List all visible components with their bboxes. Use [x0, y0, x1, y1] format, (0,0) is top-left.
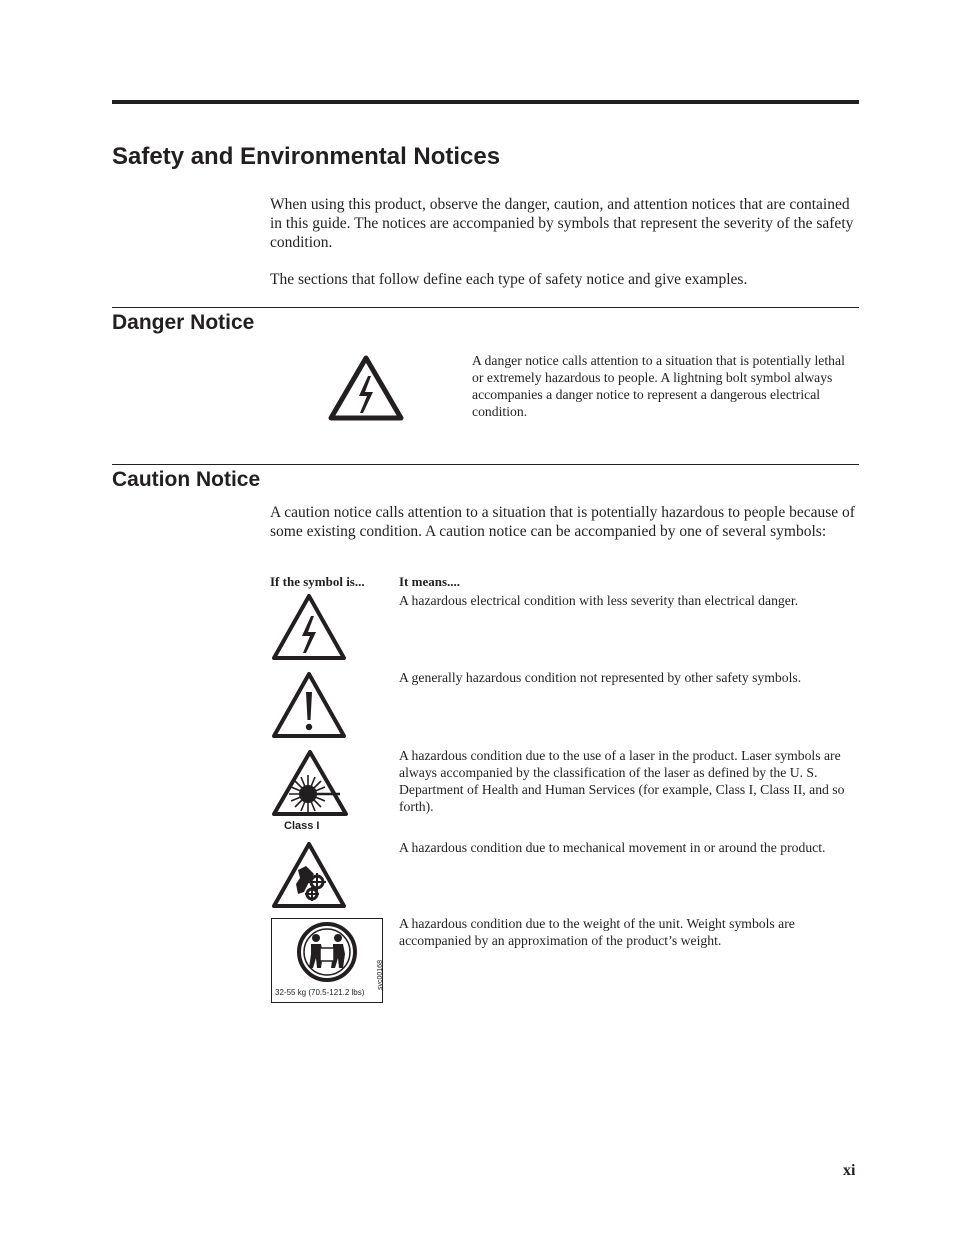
heavy-lift-icon — [296, 921, 358, 983]
column-header-meaning: It means.... — [399, 574, 461, 589]
laser-warning-icon — [270, 748, 350, 818]
lightning-bolt-warning-icon — [327, 354, 405, 422]
caution-heading: Caution Notice — [112, 468, 261, 491]
caution-row-5-text: A hazardous condition due to the weight of the unit. Weight symbols are accompanied by an approximation of the product’s weight. — [399, 916, 795, 948]
page-title: Safety and Environmental Notices — [112, 143, 501, 170]
exclamation-warning-icon — [270, 670, 348, 740]
danger-section-rule — [112, 307, 859, 308]
electrical-hazard-icon — [270, 592, 348, 662]
caution-row-1-text: A hazardous electrical condition with less severity than electrical danger. — [399, 593, 799, 608]
figure-code: svc00168 — [377, 960, 384, 990]
danger-description: A danger notice calls attention to a situation that is potentially lethal or extremely hazardous to people. A lightning bolt symbol always accompanies a danger notice to represent a dangerous electrical condition. — [472, 353, 845, 419]
caution-row-3-text: A hazardous condition due to the use of a laser in the product. Laser symbols are always accompanied by the classification of the laser as defined by the U. S. Department of Health and Human Services (for example, Class I, Class II, and so forth). — [399, 748, 845, 814]
mechanical-hazard-icon — [270, 840, 348, 910]
weight-caption: 32-55 kg (70.5-121.2 lbs) — [275, 988, 365, 997]
caution-row-2-text: A generally hazardous condition not represented by other safety symbols. — [399, 670, 802, 685]
laser-class-label: Class I — [284, 820, 320, 832]
intro-paragraph-1: When using this product, observe the danger, caution, and attention notices that are contained in this guide. The notices are accompanied by symbols that represent the severity of the safety condition. — [270, 196, 854, 251]
page-number: xi — [843, 1162, 856, 1179]
top-rule — [112, 100, 859, 104]
caution-intro: A caution notice calls attention to a situation that is potentially hazardous to people because of some existing condition. A caution notice can be accompanied by one of several symbols: — [270, 504, 855, 540]
caution-row-4-text: A hazardous condition due to mechanical movement in or around the product. — [399, 840, 826, 855]
intro-paragraph-2: The sections that follow define each type of safety notice and give examples. — [270, 271, 748, 288]
caution-section-rule — [112, 464, 859, 465]
column-header-symbol: If the symbol is... — [270, 574, 365, 589]
danger-heading: Danger Notice — [112, 311, 255, 334]
